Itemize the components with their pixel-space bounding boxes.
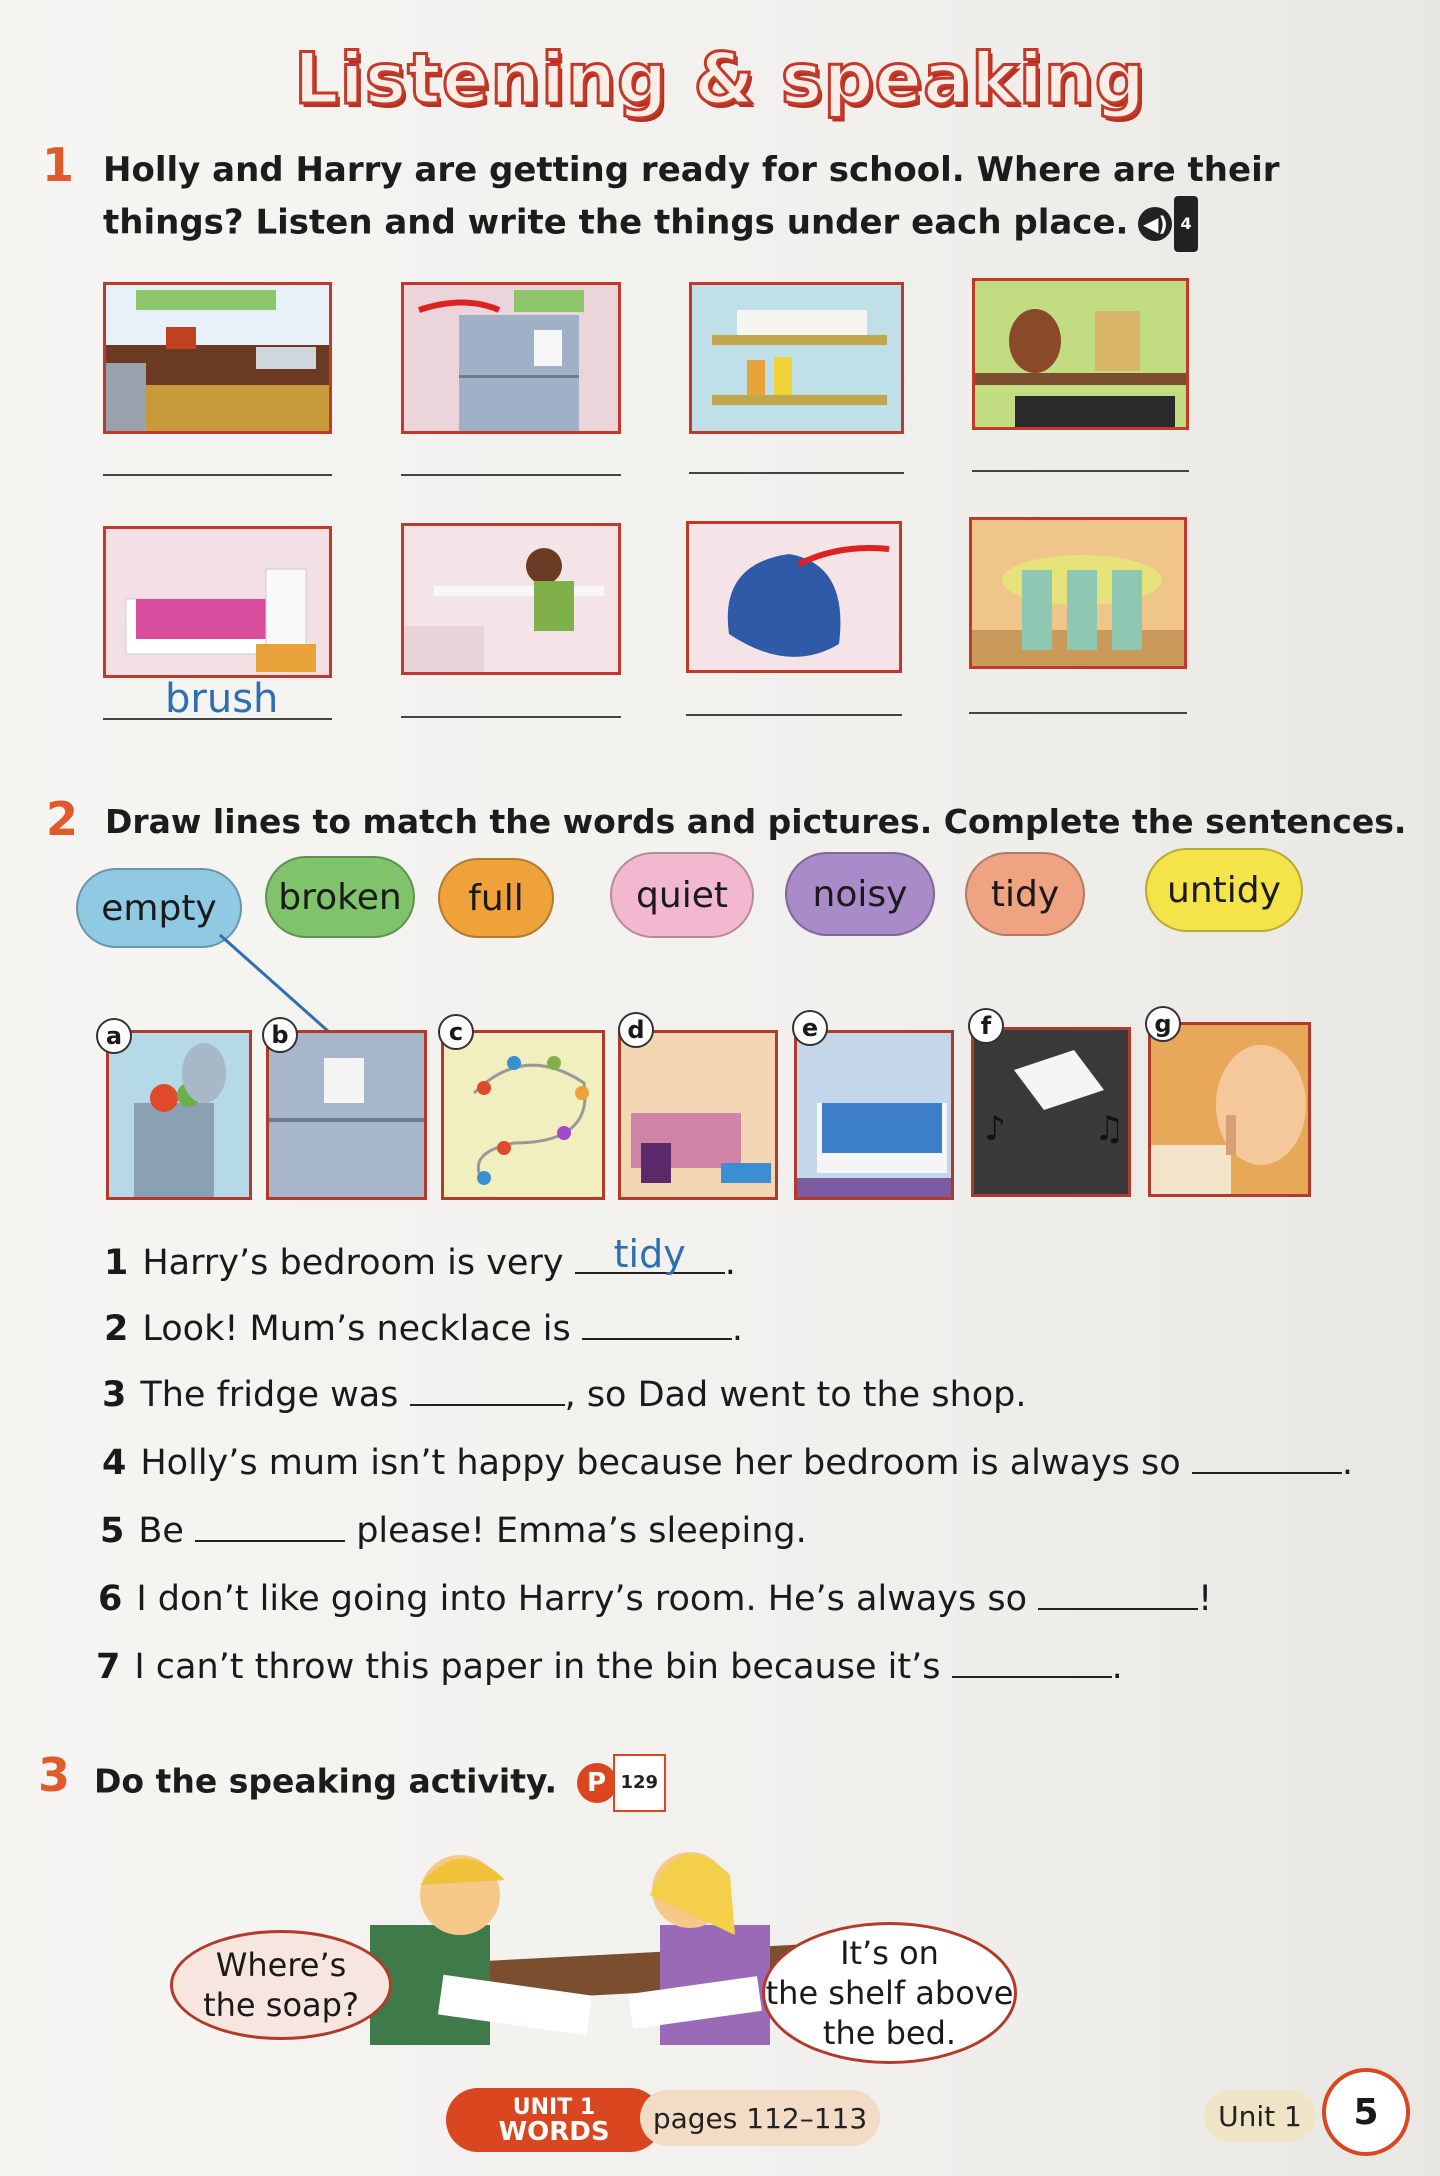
question-line-1: Where’s <box>215 1946 347 1984</box>
sentence-7-before: I can’t throw this paper in the bin because it’s <box>134 1647 941 1687</box>
bin-illustration <box>109 1033 252 1200</box>
sentence-7 <box>96 1644 1123 1687</box>
answer-line-2-text: the shelf above <box>765 1974 1014 2012</box>
word-untidy: untidy <box>1167 869 1281 911</box>
svg-text:♫: ♫ <box>1094 1109 1125 1149</box>
picture-c-necklace[interactable] <box>441 1030 605 1200</box>
sentence-1-blank[interactable] <box>575 1232 725 1276</box>
unit-label: Unit 1 <box>1204 2090 1316 2142</box>
picture-b-fridge[interactable] <box>266 1030 427 1200</box>
section-3-number: 3 <box>38 1748 71 1802</box>
sentence-7-after: . <box>1111 1647 1123 1687</box>
necklace-illustration <box>444 1033 605 1200</box>
sentence-1 <box>104 1232 736 1283</box>
speech-bubble-question <box>170 1930 392 2040</box>
picture-letter-a: a <box>96 1018 132 1054</box>
sentence-6-after: ! <box>1198 1579 1213 1619</box>
sentence-3-number: 3 <box>102 1375 127 1415</box>
sentence-3-blank[interactable] <box>410 1372 565 1406</box>
picture-letter-f: f <box>968 1008 1004 1044</box>
sentence-4-blank[interactable] <box>1192 1440 1342 1474</box>
sentence-5-before: Be <box>138 1511 184 1551</box>
word-full: full <box>468 877 524 919</box>
picture-letter-e: e <box>792 1010 828 1046</box>
badge-page: 129 <box>613 1754 667 1812</box>
sentence-6-blank[interactable] <box>1038 1576 1198 1610</box>
section-2-instruction: Draw lines to match the words and pictures. Complete the sentences. <box>105 802 1407 841</box>
sentence-2-number: 2 <box>104 1309 129 1349</box>
audio-track-number: 4 <box>1174 196 1197 252</box>
answer-line-3-text: the bed. <box>822 2014 957 2052</box>
page-number: 5 <box>1322 2068 1410 2156</box>
picture-e-tidy-bed[interactable] <box>794 1030 954 1200</box>
sentence-2-before: Look! Mum’s necklace is <box>142 1309 571 1349</box>
picture-letter-c: c <box>438 1014 474 1050</box>
unit-words-line2: WORDS <box>498 2117 610 2147</box>
sentence-3-after: , so Dad went to the shop. <box>564 1375 1027 1415</box>
speaker-icon: ◀) <box>1138 207 1172 241</box>
word-noisy: noisy <box>812 873 908 915</box>
sentence-4-number: 4 <box>102 1443 127 1483</box>
sentence-1-answer: tidy <box>613 1232 686 1276</box>
sentence-6-before: I don’t like going into Harry’s room. He’s always so <box>136 1579 1027 1619</box>
sentence-3 <box>102 1372 1027 1415</box>
word-quiet: quiet <box>636 874 728 916</box>
section-1-number: 1 <box>42 138 75 192</box>
speech-bubble-question-text <box>203 1945 359 2025</box>
word-empty: empty <box>101 887 217 929</box>
question-line-2: the soap? <box>203 1986 359 2024</box>
section-1-instruction-line1: Holly and Harry are getting ready for school. Where are their <box>103 150 1280 190</box>
sentence-6 <box>98 1576 1212 1619</box>
svg-text:♪: ♪ <box>984 1109 1006 1149</box>
tidy-bed-illustration <box>797 1033 954 1200</box>
picture-g-quiet[interactable] <box>1148 1022 1311 1197</box>
sentence-5-after: please! Emma’s sleeping. <box>356 1511 807 1551</box>
sentence-1-after: . <box>724 1243 736 1283</box>
badge-letter: P <box>577 1763 617 1803</box>
sentence-2-after: . <box>731 1309 743 1349</box>
sentence-5-number: 5 <box>100 1511 125 1551</box>
sentence-4-after: . <box>1341 1443 1353 1483</box>
section-2-number: 2 <box>46 792 79 846</box>
sentence-5-blank[interactable] <box>195 1508 345 1542</box>
sentence-4-before: Holly’s mum isn’t happy because her bedroom is always so <box>140 1443 1181 1483</box>
sentence-2-blank[interactable] <box>582 1306 732 1340</box>
page-title: Listening & speaking <box>294 38 1146 120</box>
sentence-3-before: The fridge was <box>140 1375 399 1415</box>
sentence-1-before: Harry’s bedroom is very <box>142 1243 564 1283</box>
speech-bubble-answer <box>762 1922 1017 2064</box>
untidy-room-illustration <box>621 1033 778 1200</box>
sentence-2 <box>104 1306 743 1349</box>
pages-reference: pages 112–113 <box>640 2090 880 2146</box>
sentence-4 <box>102 1440 1353 1483</box>
fridge-door-illustration <box>269 1033 427 1200</box>
picture-letter-b: b <box>262 1017 298 1053</box>
sentence-6-number: 6 <box>98 1579 123 1619</box>
picture-a-bin[interactable] <box>106 1030 252 1200</box>
sentence-5 <box>100 1508 807 1551</box>
sentence-7-number: 7 <box>96 1647 121 1687</box>
picture-letter-d: d <box>618 1012 654 1048</box>
unit-words-tab[interactable] <box>446 2088 662 2152</box>
word-tidy: tidy <box>990 873 1060 915</box>
answer-5-handwriting: brush <box>165 676 279 722</box>
noisy-music-illustration <box>974 1030 1131 1197</box>
section-1-instruction-line2-text: things? Listen and write the things under each place. <box>103 202 1129 243</box>
quiet-illustration <box>1151 1025 1311 1197</box>
word-broken: broken <box>278 876 402 918</box>
speaking-activity-badge[interactable] <box>577 1754 667 1812</box>
section-3-instruction-text: Do the speaking activity. <box>94 1761 557 1801</box>
picture-d-untidy-room[interactable] <box>618 1030 778 1200</box>
answer-line-1-text: It’s on <box>840 1934 939 1972</box>
picture-letter-g: g <box>1145 1006 1181 1042</box>
sentence-1-number: 1 <box>104 1243 129 1283</box>
unit-words-line1: UNIT 1 <box>512 2095 596 2120</box>
section-3-instruction <box>94 1754 666 1812</box>
speech-bubble-answer-text <box>766 1933 1014 2053</box>
picture-f-noisy[interactable] <box>971 1027 1131 1197</box>
sentence-7-blank[interactable] <box>952 1644 1112 1678</box>
